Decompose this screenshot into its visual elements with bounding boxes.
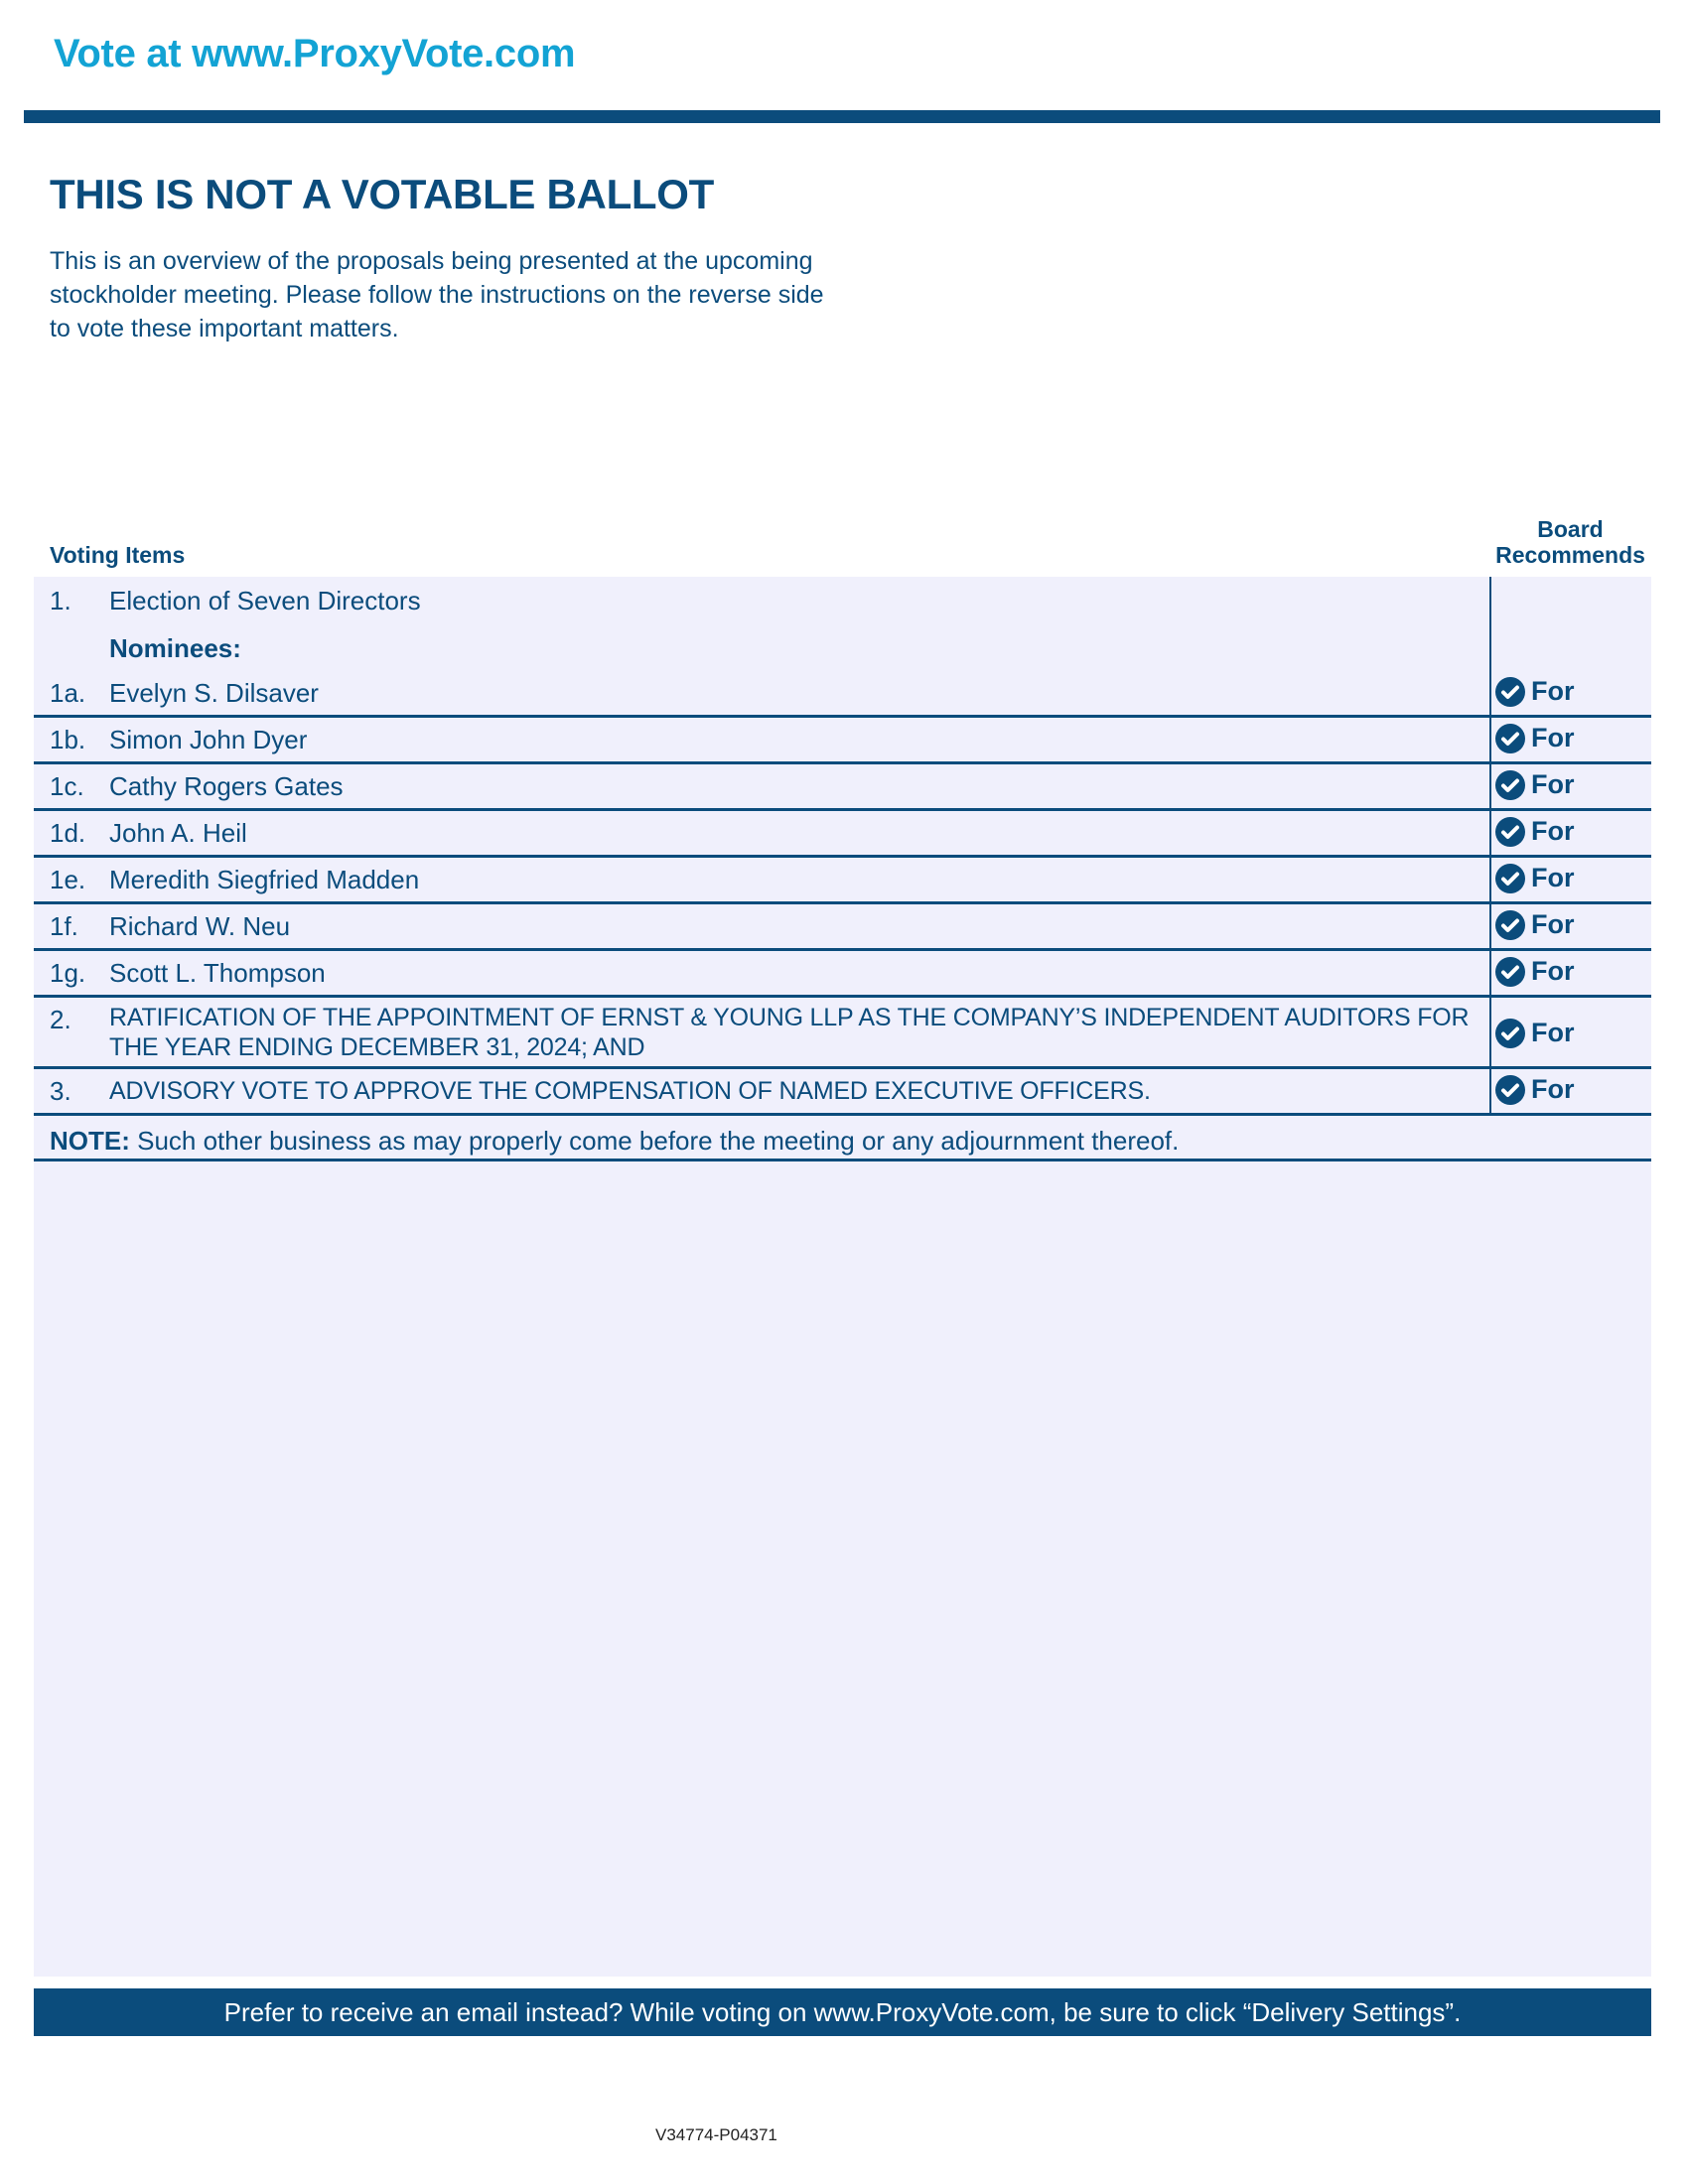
intro-text: This is an overview of the proposals being presented at the upcoming stockholder meeting. Please follow the instructions on the reverse side to vote these important matters. <box>50 247 824 342</box>
note-divider <box>34 1159 1651 1161</box>
nominee-name: John A. Heil <box>109 818 247 848</box>
board-recommends-line2: Recommends <box>1495 542 1645 568</box>
item-number: 2. <box>50 1005 71 1034</box>
item-number: 1f. <box>50 911 78 941</box>
board-recommendation <box>1495 909 1575 940</box>
recommendation-value: For <box>1531 723 1575 752</box>
item-number: 3. <box>50 1076 71 1106</box>
board-recommends-header <box>1489 516 1651 568</box>
nominee-name: Evelyn S. Dilsaver <box>109 678 319 708</box>
item-number: 1b. <box>50 725 86 754</box>
table-row <box>34 718 1651 764</box>
proposal-label: ADVISORY VOTE TO APPROVE THE COMPENSATION OF NAMED EXECUTIVE OFFICERS. <box>109 1077 1151 1105</box>
board-recommendation <box>1495 769 1575 800</box>
table-row <box>34 671 1651 718</box>
delivery-settings-banner <box>34 1988 1651 2036</box>
board-recommends-line1: Board <box>1537 516 1604 542</box>
table-row <box>34 951 1651 998</box>
banner-text: Prefer to receive an email instead? While voting on www.ProxyVote.com, be sure to click “Delivery Settings”. <box>223 1996 1462 2027</box>
row-divider <box>34 1113 1651 1116</box>
nominee-name: Cathy Rogers Gates <box>109 771 344 801</box>
board-recommendation <box>1495 1018 1575 1048</box>
document-code: V34774-P04371 <box>655 2125 777 2144</box>
board-recommendation <box>1495 723 1575 753</box>
check-circle-icon <box>1495 770 1525 800</box>
table-row <box>34 811 1651 858</box>
board-recommendation <box>1495 956 1575 987</box>
nominees-row <box>34 631 1651 671</box>
check-circle-icon <box>1495 910 1525 940</box>
note-text <box>50 1126 1179 1157</box>
board-recommendation <box>1495 863 1575 893</box>
recommendation-value: For <box>1531 863 1575 892</box>
check-circle-icon <box>1495 1075 1525 1105</box>
item-number: 1g. <box>50 958 86 988</box>
nominee-name: Scott L. Thompson <box>109 958 326 988</box>
recommendation-value: For <box>1531 816 1575 846</box>
item-number: 1e. <box>50 865 86 894</box>
recommendation-value: For <box>1531 676 1575 706</box>
board-recommendation <box>1495 1074 1575 1105</box>
board-recommendation <box>1495 676 1575 707</box>
board-recommendation <box>1495 816 1575 847</box>
page-title: THIS IS NOT A VOTABLE BALLOT <box>50 171 715 217</box>
table-row <box>34 1069 1651 1116</box>
recommendation-value: For <box>1531 769 1575 799</box>
check-circle-icon <box>1495 864 1525 893</box>
table-row <box>34 998 1651 1069</box>
recommendation-value: For <box>1531 1018 1575 1047</box>
check-circle-icon <box>1495 817 1525 847</box>
item-number: 1. <box>50 586 71 615</box>
nominees-label: Nominees: <box>109 633 241 663</box>
check-circle-icon <box>1495 1019 1525 1048</box>
nominee-name: Richard W. Neu <box>109 911 291 941</box>
check-circle-icon <box>1495 957 1525 987</box>
item-number: 1a. <box>50 678 86 708</box>
check-circle-icon <box>1495 677 1525 707</box>
proxyvote-link[interactable]: Vote at www.ProxyVote.com <box>54 32 576 75</box>
nominee-name: Meredith Siegfried Madden <box>109 865 420 894</box>
item-1-row <box>34 584 1651 623</box>
check-circle-icon <box>1495 724 1525 753</box>
proposal-label: RATIFICATION OF THE APPOINTMENT OF ERNST & YOUNG LLP AS THE COMPANY’S INDEPENDENT AUDITORS FOR THE YEAR ENDING DECEMBER 31, 2024; AND <box>109 1004 1470 1061</box>
table-row <box>34 858 1651 904</box>
voting-items-header: Voting Items <box>50 542 186 568</box>
note-body: Such other business as may properly come before the meeting or any adjournment thereof. <box>129 1126 1180 1156</box>
item-number: 1d. <box>50 818 86 848</box>
table-row <box>34 904 1651 951</box>
item-label: Election of Seven Directors <box>109 586 421 615</box>
recommendation-value: For <box>1531 909 1575 939</box>
note-label: NOTE: <box>50 1126 130 1156</box>
recommendation-value: For <box>1531 956 1575 986</box>
nominee-name: Simon John Dyer <box>109 725 308 754</box>
table-row <box>34 764 1651 811</box>
recommendation-value: For <box>1531 1074 1575 1104</box>
item-number: 1c. <box>50 771 84 801</box>
header-rule <box>24 110 1660 123</box>
